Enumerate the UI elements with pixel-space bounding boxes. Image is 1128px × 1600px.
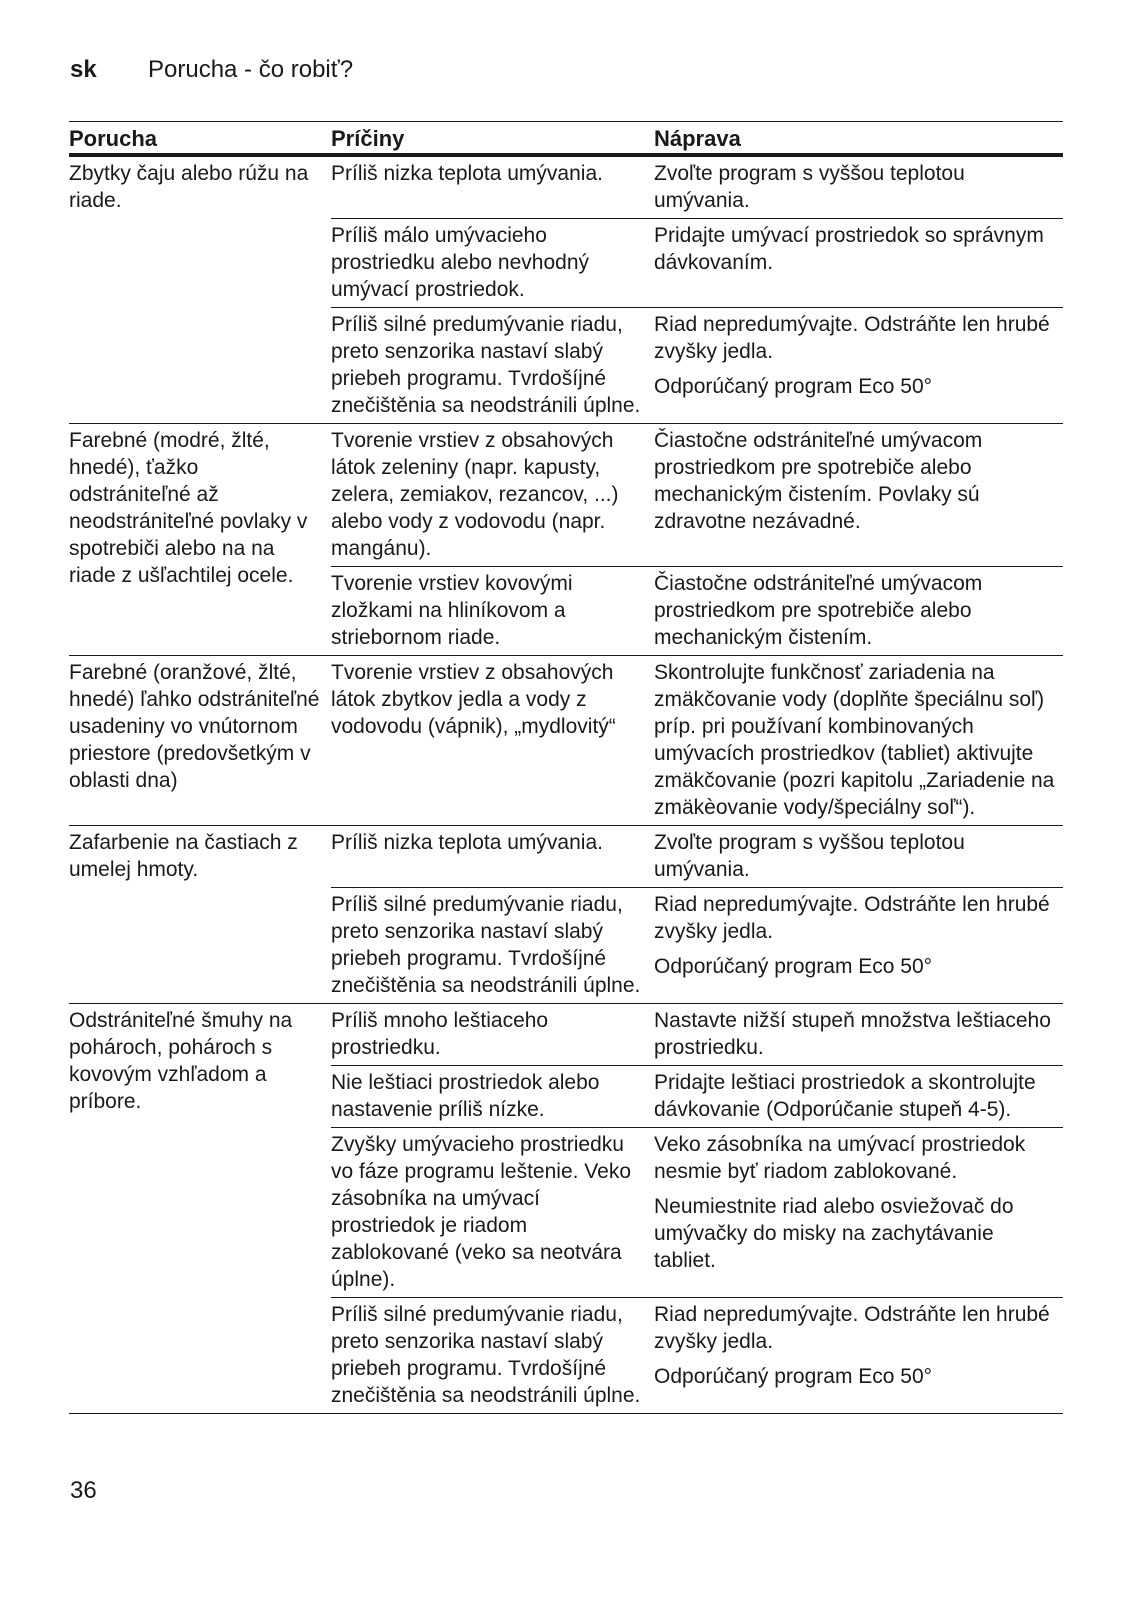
table-row — [69, 155, 1063, 219]
table-row — [69, 424, 1063, 567]
remedy-paragraph: Odporúčaný program Eco 50° — [654, 955, 933, 978]
fault-cell: Farebné (modré, žlté, hnedé), ťažko odstrániteľné až neodstrániteľné povlaky v spotrebiči alebo na na riade z ušľachtilej ocele. — [69, 424, 331, 656]
troubleshooting-table — [69, 121, 1063, 1414]
column-header-cause: Príčiny — [331, 122, 654, 156]
remedy-cell — [654, 424, 1063, 567]
remedy-paragraph: Nastavte nižší stupeň množstva leštiaceho prostriedku. — [654, 1009, 1051, 1059]
remedy-paragraph: Zvoľte program s vyššou teplotou umývania. — [654, 162, 965, 212]
table-row — [69, 1004, 1063, 1066]
cause-cell: Tvorenie vrstiev z obsahových látok zeleniny (napr. kapusty, zelera, zemiakov, rezancov, ...) alebo vody z vodovodu (napr. mangánu). — [331, 424, 654, 567]
remedy-paragraph: Skontrolujte funkčnosť zariadenia na zmäkčovanie vody (doplňte špeciálnu soľ) príp. pri používaní kombinovaných umývacích prostriedkov (tabliet) aktivujte zmäkčovanie (pozri kapitolu „Zariadenie na zmäkèovanie vody/špeciálny soľ“). — [654, 661, 1055, 819]
remedy-paragraph: Veko zásobníka na umývací prostriedok nesmie byť riadom zablokované. — [654, 1133, 1026, 1183]
table-row — [69, 656, 1063, 826]
remedy-cell — [654, 1298, 1063, 1414]
fault-cell: Farebné (oranžové, žlté, hnedé) ľahko odstrániteľné usadeniny vo vnútornom priestore (predovšetkým v oblasti dna) — [69, 656, 331, 826]
language-code: sk — [70, 56, 97, 83]
fault-cell: Odstrániteľné šmuhy na pohároch, pohároch s kovovým vzhľadom a príbore. — [69, 1004, 331, 1414]
remedy-paragraph: Pridajte leštiaci prostriedok a skontrolujte dávkovanie (Odporúčanie stupeň 4-5). — [654, 1071, 1036, 1121]
remedy-paragraph: Riad nepredumývajte. Odstráňte len hrubé zvyšky jedla. — [654, 1303, 1050, 1353]
fault-cell: Zbytky čaju alebo rúžu na riade. — [69, 155, 331, 424]
remedy-cell — [654, 1128, 1063, 1298]
remedy-cell — [654, 155, 1063, 219]
page-header — [70, 55, 353, 85]
remedy-cell — [654, 1066, 1063, 1128]
table-row — [69, 826, 1063, 888]
cause-cell: Nie leštiaci prostriedok alebo nastavenie príliš nízke. — [331, 1066, 654, 1128]
cause-cell: Príliš nizka teplota umývania. — [331, 826, 654, 888]
column-header-remedy: Náprava — [654, 122, 1063, 156]
remedy-cell — [654, 656, 1063, 826]
column-header-fault: Porucha — [69, 122, 331, 156]
cause-cell: Príliš málo umývacieho prostriedku alebo nevhodný umývací prostriedok. — [331, 219, 654, 308]
cause-cell: Príliš silné predumývanie riadu, preto senzorika nastaví slabý priebeh programu. Tvrdošíjné znečištěnia sa neodstránili úplne. — [331, 308, 654, 424]
remedy-cell — [654, 1004, 1063, 1066]
cause-cell: Zvyšky umývacieho prostriedku vo fáze programu leštenie. Veko zásobníka na umývací prostriedok je riadom zablokované (veko sa neotvára úplne). — [331, 1128, 654, 1298]
table-body — [69, 155, 1063, 1414]
remedy-paragraph: Zvoľte program s vyššou teplotou umývania. — [654, 831, 965, 881]
remedy-paragraph: Odporúčaný program Eco 50° — [654, 1365, 933, 1388]
page-number: 36 — [70, 1477, 97, 1504]
cause-cell: Tvorenie vrstiev z obsahových látok zbytkov jedla a vody z vodovodu (vápnik), „mydlovitý“ — [331, 656, 654, 826]
page-title: Porucha - čo robiť? — [148, 56, 354, 83]
remedy-paragraph: Riad nepredumývajte. Odstráňte len hrubé zvyšky jedla. — [654, 893, 1050, 943]
remedy-cell — [654, 567, 1063, 656]
cause-cell: Príliš silné predumývanie riadu, preto senzorika nastaví slabý priebeh programu. Tvrdošíjné znečištěnia sa neodstránili úplne. — [331, 888, 654, 1004]
remedy-paragraph: Neumiestnite riad alebo osviežovač do umývačky do misky na zachytávanie tabliet. — [654, 1195, 1014, 1272]
remedy-paragraph: Pridajte umývací prostriedok so správnym dávkovaním. — [654, 224, 1044, 274]
remedy-paragraph: Čiastočne odstrániteľné umývacom prostriedkom pre spotrebiče alebo mechanickým čistením. — [654, 572, 983, 649]
remedy-cell — [654, 308, 1063, 424]
cause-cell: Tvorenie vrstiev kovovými zložkami na hliníkovom a striebornom riade. — [331, 567, 654, 656]
remedy-cell — [654, 826, 1063, 888]
remedy-paragraph: Odporúčaný program Eco 50° — [654, 375, 933, 398]
table-header-row — [69, 122, 1063, 156]
cause-cell: Príliš nizka teplota umývania. — [331, 155, 654, 219]
remedy-cell — [654, 219, 1063, 308]
cause-cell: Príliš silné predumývanie riadu, preto senzorika nastaví slabý priebeh programu. Tvrdošíjné znečištěnia sa neodstránili úplne. — [331, 1298, 654, 1414]
fault-cell: Zafarbenie na častiach z umelej hmoty. — [69, 826, 331, 1004]
cause-cell: Príliš mnoho leštiaceho prostriedku. — [331, 1004, 654, 1066]
remedy-paragraph: Čiastočne odstrániteľné umývacom prostriedkom pre spotrebiče alebo mechanickým čistením. Povlaky sú zdravotne nezávadné. — [654, 429, 983, 533]
remedy-paragraph: Riad nepredumývajte. Odstráňte len hrubé zvyšky jedla. — [654, 313, 1050, 363]
remedy-cell — [654, 888, 1063, 1004]
